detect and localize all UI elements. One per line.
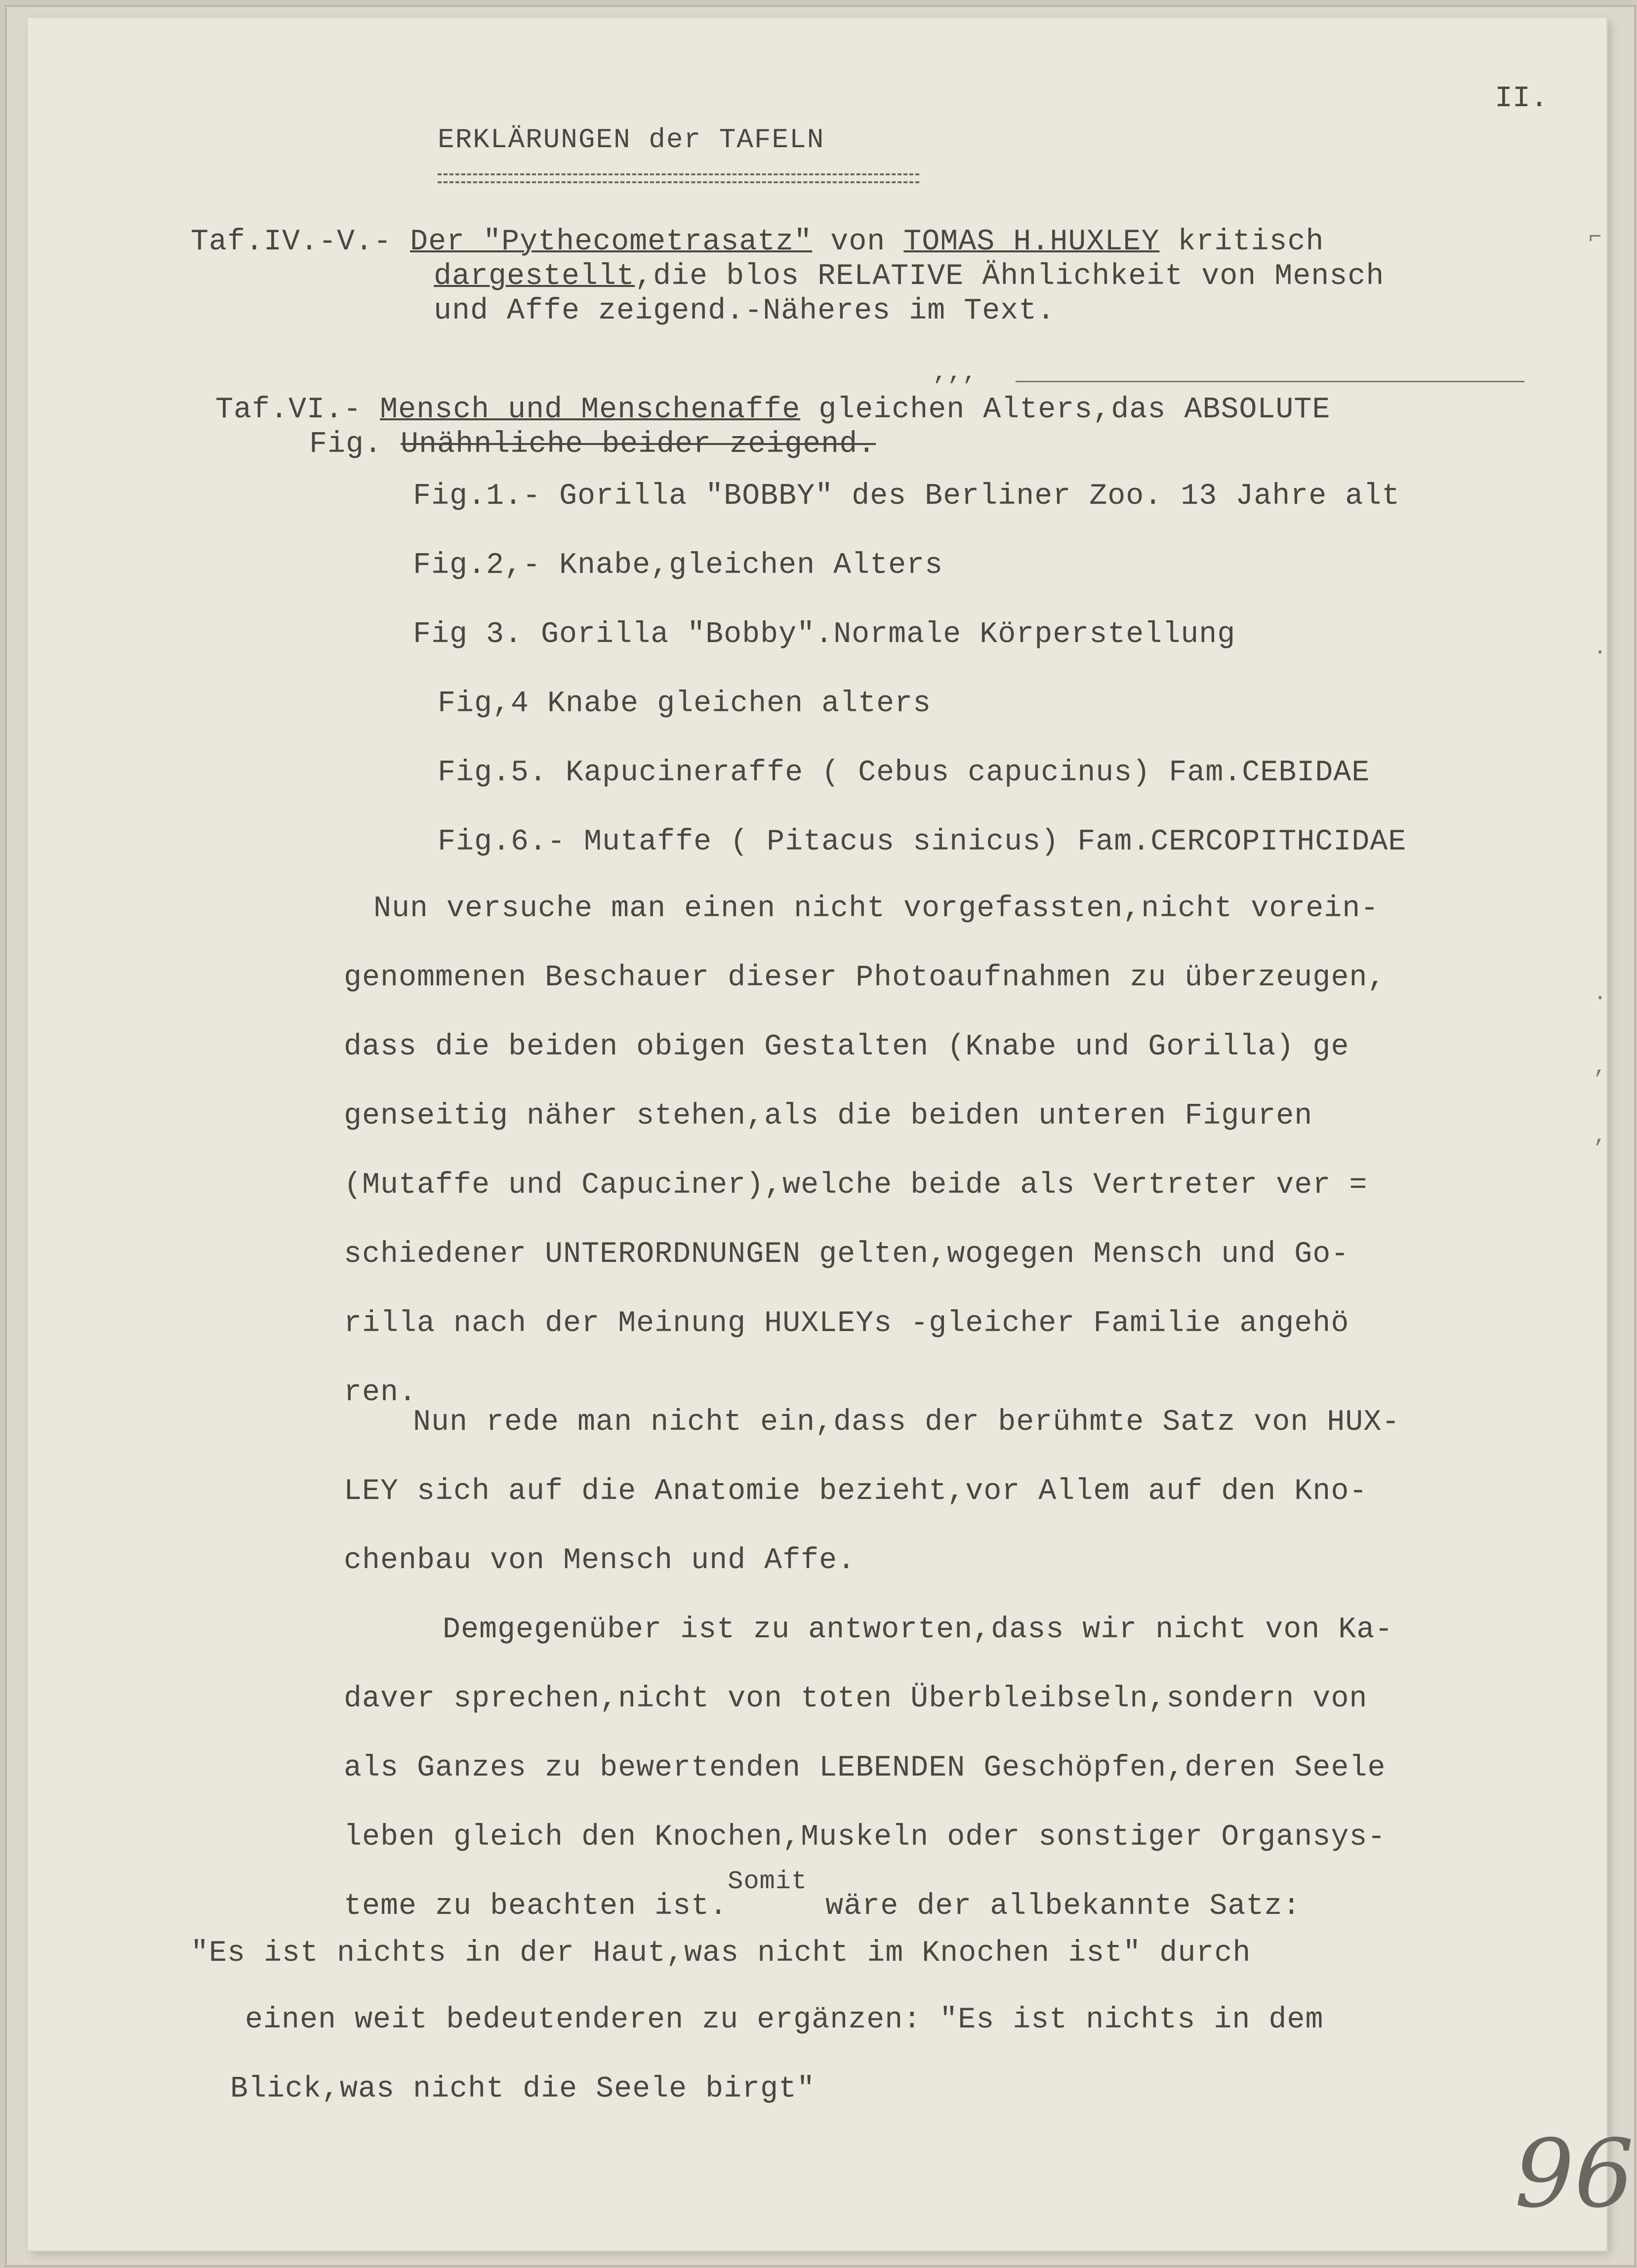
- figure-item: Fig 3. Gorilla "Bobby".Normale Körperstellung: [413, 618, 1236, 651]
- figure-item: Fig.5. Kapucineraffe ( Cebus capucinus) Fam.CEBIDAE: [438, 756, 1370, 790]
- taf-vi-entry: [215, 393, 1330, 427]
- paragraph-1-line: (Mutaffe und Capuciner),welche beide als Vertreter ver =: [344, 1169, 1368, 1202]
- paragraph-3-line: [344, 1867, 1301, 1923]
- paragraph-3-tail: wäre der allbekannte Satz:: [825, 1890, 1301, 1923]
- taf-iv-v-line-2-rest: ,die blos RELATIVE Ähnlichkeit von Mensch: [635, 260, 1385, 293]
- taf-iv-v-entry: [191, 225, 1324, 259]
- taf-iv-v-kritisch: kritisch: [1159, 225, 1324, 259]
- insertion-marks: ‚‚‚: [932, 359, 977, 387]
- taf-vi-fig-label: Fig.: [309, 428, 383, 461]
- paragraph-1-line: Nun versuche man einen nicht vorgefassten,nicht vorein-: [373, 892, 1379, 926]
- document-page: [28, 18, 1634, 2250]
- paragraph-1-line: ren.: [344, 1376, 417, 1410]
- paragraph-3-line: als Ganzes zu bewertenden LEBENDEN Geschöpfen,deren Seele: [344, 1751, 1386, 1785]
- taf-vi-label: Taf.VI.-: [215, 393, 362, 427]
- struck-out-text: Unähnliche beider zeigend.: [401, 428, 876, 461]
- page-number: II.: [1495, 82, 1549, 116]
- handwritten-overline: [1016, 381, 1524, 382]
- edge-mark: ·: [1594, 986, 1607, 1011]
- paragraph-1-line: genommenen Beschauer dieser Photoaufnahmen zu überzeugen,: [344, 961, 1386, 995]
- taf-iv-v-label: Taf.IV.-V.-: [191, 225, 392, 259]
- huxley-name: TOMAS H.HUXLEY: [903, 225, 1160, 259]
- edge-mark: ,: [1594, 1124, 1607, 1149]
- paragraph-3-line: Demgegenüber ist zu antworten,dass wir nicht von Ka-: [443, 1613, 1393, 1647]
- closing-line: einen weit bedeutenderen zu ergänzen: "Es ist nichts in dem: [245, 2003, 1324, 2037]
- edge-mark: ⌐: [1589, 225, 1602, 250]
- figure-item: Fig.2,- Knabe,gleichen Alters: [413, 549, 943, 582]
- paragraph-3-line: daver sprechen,nicht von toten Überbleibseln,sondern von: [344, 1682, 1368, 1716]
- paragraph-3-last: teme zu beachten ist.: [344, 1890, 728, 1923]
- somit-insertion: Somit: [728, 1867, 808, 1896]
- taf-vi-line-2: [309, 428, 876, 461]
- pythecometrasatz-term: Der "Pythecometrasatz": [410, 225, 813, 259]
- edge-mark: ,: [1594, 1055, 1607, 1080]
- taf-iv-v-line-3: und Affe zeigend.-Näheres im Text.: [434, 294, 1056, 328]
- closing-line: Blick,was nicht die Seele birgt": [230, 2072, 816, 2106]
- paragraph-1-line: rilla nach der Meinung HUXLEYs -gleicher Familie angehö: [344, 1307, 1350, 1340]
- document-heading: ERKLÄRUNGEN der TAFELN: [438, 124, 825, 156]
- handwritten-folio-number: 96: [1514, 2119, 1634, 2228]
- paragraph-2-line: Nun rede man nicht ein,dass der berühmte Satz von HUX-: [413, 1406, 1400, 1439]
- paragraph-3-line: leben gleich den Knochen,Muskeln oder sonstiger Organsys-: [344, 1821, 1386, 1854]
- paragraph-2-line: LEY sich auf die Anatomie bezieht,vor Allem auf den Kno-: [344, 1475, 1368, 1508]
- paragraph-2-line: chenbau von Mensch und Affe.: [344, 1544, 856, 1578]
- closing-line: "Es ist nichts in der Haut,was nicht im Knochen ist" durch: [191, 1937, 1251, 1970]
- figure-item: Fig,4 Knabe gleichen alters: [438, 687, 932, 721]
- edge-mark: ·: [1594, 640, 1607, 665]
- paragraph-1-line: schiedener UNTERORDNUNGEN gelten,wogegen Mensch und Go-: [344, 1238, 1350, 1271]
- heading-double-underline: [438, 173, 919, 183]
- taf-vi-line-1-rest: gleichen Alters,das ABSOLUTE: [800, 393, 1331, 427]
- paragraph-1-line: genseitig näher stehen,als die beiden unteren Figuren: [344, 1099, 1313, 1133]
- figure-item: Fig.6.- Mutaffe ( Pitacus sinicus) Fam.CERCOPITHCIDAE: [438, 825, 1407, 859]
- taf-iv-v-von: von: [812, 225, 904, 259]
- figure-item: Fig.1.- Gorilla "BOBBY" des Berliner Zoo. 13 Jahre alt: [413, 480, 1400, 513]
- paragraph-1-line: dass die beiden obigen Gestalten (Knabe und Gorilla) ge: [344, 1030, 1350, 1064]
- dargestellt-word: dargestellt: [434, 260, 635, 293]
- mensch-menschenaffe-phrase: Mensch und Menschenaffe: [380, 393, 801, 427]
- taf-iv-v-line-2: [434, 260, 1384, 293]
